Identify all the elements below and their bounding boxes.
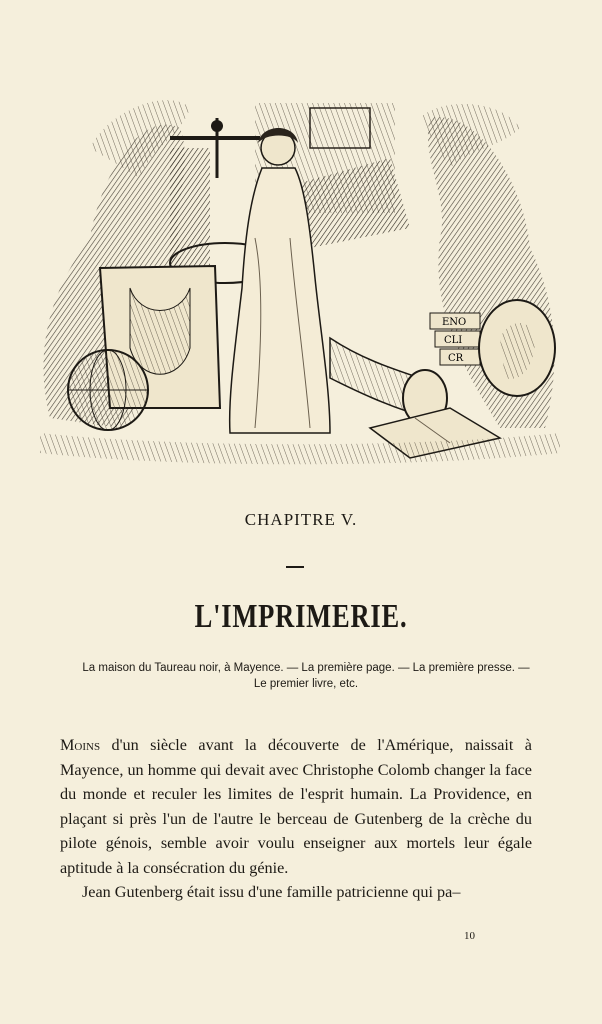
book-label-1: ENO bbox=[442, 317, 467, 328]
chapter-heading: CHAPITRE V. bbox=[244, 510, 358, 529]
engraving-illustration-icon bbox=[30, 88, 565, 468]
paragraph-1-text: d'un siècle avant la découverte de l'Amérique, naissait à Mayence, un homme qui devait avec Christophe Colomb changer la face du monde et reculer les limites de l'esprit humain. La Providence, en plaçant si près l'un de l'autre le berceau de Gutenberg de la crèche du pilote génois, semble avoir voulu enseigner aux mortels leur égale aptitude à la consécration du génie. bbox=[60, 736, 532, 877]
chapter-title: L'IMPRIMERIE. bbox=[194, 598, 408, 635]
body-text bbox=[60, 733, 532, 905]
page-number: 10 bbox=[464, 930, 475, 942]
paragraph-2: Jean Gutenberg était issu d'une famille patricienne qui pa– bbox=[82, 883, 461, 901]
divider-rule bbox=[286, 566, 304, 568]
chapter-summary bbox=[50, 660, 562, 692]
summary-line-1: La maison du Taureau noir, à Mayence. — La première page. — La première presse. — bbox=[82, 662, 530, 674]
book-label-3: CR bbox=[448, 353, 464, 364]
book-label-2: CLI bbox=[444, 335, 463, 346]
paragraph-1-lead-word: Moins bbox=[60, 736, 101, 754]
paragraph-1 bbox=[60, 733, 532, 880]
summary-line-2: Le premier livre, etc. bbox=[253, 678, 359, 690]
